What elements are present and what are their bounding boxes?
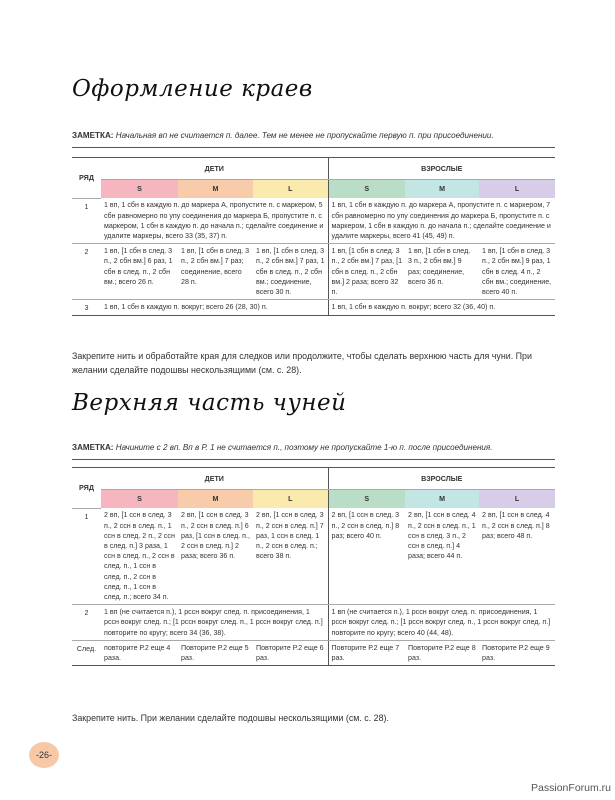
size-s-children: S bbox=[101, 180, 178, 199]
cell: повторите Р.2 еще 4 раза. bbox=[101, 640, 178, 665]
cell-children: 1 вп (не считается п.), 1 рссн вокруг след. п. присоединения, 1 рссн вокруг след. п.; [1 рссн вокруг след. п., 1 рссн вокруг след. п.] повторите по кругу; всего 34 (36, 38). bbox=[101, 605, 328, 641]
watermark: PassionForum.ru bbox=[531, 782, 611, 794]
group-adults: ВЗРОСЛЫЕ bbox=[328, 158, 555, 180]
divider bbox=[72, 147, 555, 148]
row-number: 1 bbox=[72, 508, 101, 604]
cell: 1 вп, [1 сбн в след. 3 п., 2 сбн вм.] 9 раз; соединение, всего 36 п. bbox=[405, 244, 479, 300]
cell: 2 вп, [1 ссн в след. 3 п., 2 ссн в след. п.] 8 раз; всего 40 п. bbox=[328, 508, 405, 604]
cell-adults: 1 вп (не считается п.), 1 рссн вокруг след. п. присоединения, 1 рссн вокруг след. п.; [1 рссн вокруг след. п., 1 рссн вокруг след. п.] повторите по кругу; всего 40 (44, 48). bbox=[328, 605, 555, 641]
cell-children: 1 вп, 1 сбн в каждую п. вокруг; всего 26 (28, 30) п. bbox=[101, 300, 328, 316]
row-header: РЯД bbox=[72, 468, 101, 509]
table-row bbox=[72, 640, 555, 665]
size-l-adults: L bbox=[479, 180, 555, 199]
section-heading-edging: Оформление краев bbox=[72, 76, 313, 102]
divider bbox=[72, 459, 555, 460]
group-adults: ВЗРОСЛЫЕ bbox=[328, 468, 555, 490]
row-number: 3 bbox=[72, 300, 101, 316]
size-m-children: M bbox=[178, 490, 253, 509]
table-row bbox=[72, 508, 555, 604]
size-l-children: L bbox=[253, 490, 328, 509]
size-l-adults: L bbox=[479, 490, 555, 509]
cell-adults: 1 вп, 1 сбн в каждую п. вокруг; всего 32 (36, 40) п. bbox=[328, 300, 555, 316]
row-number: 2 bbox=[72, 605, 101, 641]
cell: 1 вп, [1 сбн в след. 3 п., 2 сбн вм.] 7 раз, 1 сбн в след. п., 2 сбн вм.; соединение, всего 30 п. bbox=[253, 244, 328, 300]
row-header: РЯД bbox=[72, 158, 101, 199]
page-number: -26- bbox=[29, 742, 59, 768]
cell-children: 1 вп, 1 сбн в каждую п. до маркера А, пропустите п. с маркером, 5 сбн равномерно по упу соединения до маркера Б, пропустите п. с маркером, 1 сбн в каждую п. до начала п.; сделайте соединение и удалите маркеры, всего 33 (35, 37) п. bbox=[101, 198, 328, 243]
paragraph-after-edging: Закрепите нить и обработайте края для следков или продолжите, чтобы сделать верхнюю часть для чуни. При желании сделайте подошвы нескользящими (см. с. 28). bbox=[72, 351, 532, 375]
paragraph-after-upper: Закрепите нить. При желании сделайте подошвы нескользящими (см. с. 28). bbox=[72, 713, 389, 723]
table-row bbox=[72, 300, 555, 316]
cell: Повторите Р.2 еще 8 раз. bbox=[405, 640, 479, 665]
cell: 1 вп, [1 сбн в след. 3 п., 2 сбн вм.] 7 раз; соединение, всего 28 п. bbox=[178, 244, 253, 300]
cell: Повторите Р.2 еще 5 раз. bbox=[178, 640, 253, 665]
size-m-children: M bbox=[178, 180, 253, 199]
cell: 1 вп, [1 сбн в след. 3 п., 2 сбн вм.] 6 раз, 1 сбн в след. п., 2 сбн вм.; всего 26 п. bbox=[101, 244, 178, 300]
note-text: Начините с 2 вп. Вп в Р. 1 не считается п., поэтому не пропускайте 1-ю п. после присоединения. bbox=[113, 443, 493, 452]
size-m-adults: M bbox=[405, 180, 479, 199]
row-number: 1 bbox=[72, 198, 101, 243]
cell: 1 вп, [1 сбн в след. 3 п., 2 сбн вм.] 9 раз, 1 сбн в след. 4 п., 2 сбн вм.; соединение, всего 40 п. bbox=[479, 244, 555, 300]
edging-table bbox=[72, 157, 555, 316]
cell: 2 вп, [1 ссн в след. 3 п., 2 ссн в след. п.] 7 раз, 1 ссн в след. 1 п., 2 ссн в след. п.; всего 38 п. bbox=[253, 508, 328, 604]
section-heading-upper: Верхняя часть чуней bbox=[72, 390, 347, 416]
cell: Повторите Р.2 еще 7 раз. bbox=[328, 640, 405, 665]
note-label: ЗАМЕТКА: bbox=[72, 443, 114, 452]
note-text: Начальная вп не считается п. далее. Тем не менее не пропускайте первую п. при присоединении. bbox=[113, 131, 494, 140]
cell: 1 вп, [1 сбн в след. 3 п., 2 сбн вм.] 7 раз, [1 сбн в след. п., 2 сбн вм.] 2 раза; всего 32 п. bbox=[328, 244, 405, 300]
cell: 2 вп, [1 ссн в след. 4 п., 2 ссн в след. п., 1 ссн в след. 3 п., 2 ссн в след. п.] 4 раза; всего 44 п. bbox=[405, 508, 479, 604]
cell: Повторите Р.2 еще 9 раз. bbox=[479, 640, 555, 665]
note-label: ЗАМЕТКА: bbox=[72, 131, 114, 140]
size-m-adults: M bbox=[405, 490, 479, 509]
cell-adults: 1 вп, 1 сбн в каждую п. до маркера А, пропустите п. с маркером, 7 сбн равномерно по упу соединения до маркера Б, пропустите п. с маркером, 1 сбн в каждую п. до начала п.; сделайте соединение и удалите маркеры, всего 41 (45, 49) п. bbox=[328, 198, 555, 243]
note-edging bbox=[72, 131, 494, 140]
table-row bbox=[72, 244, 555, 300]
cell: 2 вп, [1 ссн в след. 3 п., 2 ссн в след. п.] 6 раз, [1 ссн в след. п., 2 ссн в след. п.] 2 раза; всего 36 п. bbox=[178, 508, 253, 604]
size-s-adults: S bbox=[328, 180, 405, 199]
group-children: ДЕТИ bbox=[101, 158, 328, 180]
row-number: 2 bbox=[72, 244, 101, 300]
row-number: След. bbox=[72, 640, 101, 665]
table-row bbox=[72, 198, 555, 243]
size-l-children: L bbox=[253, 180, 328, 199]
cell: 2 вп, [1 ссн в след. 4 п., 2 ссн в след. п.] 8 раз; всего 48 п. bbox=[479, 508, 555, 604]
size-s-adults: S bbox=[328, 490, 405, 509]
cell: 2 вп, [1 ссн в след. 3 п., 2 ссн в след. п., 1 ссн в след. 2 п., 2 ссн в след. п.] 3 раза, 1 ссн в след. п., 2 ссн в след. п., 1 ссн в след. п., 2 ссн в след. п., 1 ссн в след. п.; всего 34 п. bbox=[101, 508, 178, 604]
group-children: ДЕТИ bbox=[101, 468, 328, 490]
table-row bbox=[72, 605, 555, 641]
upper-table bbox=[72, 467, 555, 666]
size-s-children: S bbox=[101, 490, 178, 509]
cell: Повторите Р.2 еще 6 раз. bbox=[253, 640, 328, 665]
note-upper bbox=[72, 443, 493, 452]
